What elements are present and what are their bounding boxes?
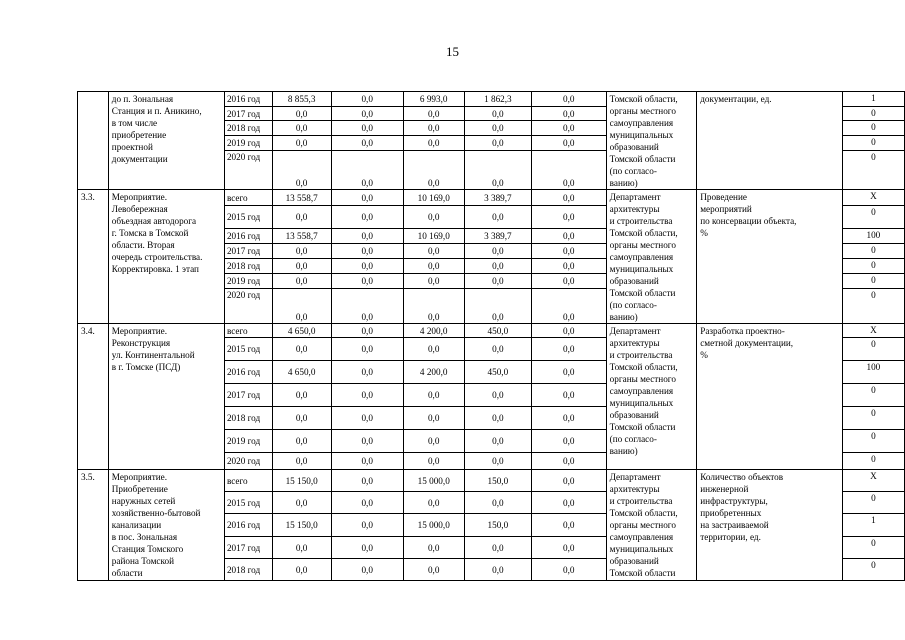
indicator-value: X [842,470,904,492]
amount-cell-fed: 0,0 [331,430,403,453]
amount-cell-fed: 0,0 [331,190,403,206]
amount-cell-total: 0,0 [272,274,331,289]
amount-cell-extra: 0,0 [531,190,606,206]
amount-cell-total: 0,0 [272,244,331,259]
amount-cell-fed: 0,0 [331,384,403,407]
indicator-value: 0 [842,259,904,274]
amount-cell-fed: 0,0 [331,135,403,150]
amount-cell-loc: 0,0 [464,338,531,361]
amount-cell-loc: 0,0 [464,107,531,121]
amount-cell-extra: 0,0 [531,135,606,150]
indicator-cell: документации, ед. [697,92,843,190]
table-row [78,190,905,206]
period-cell: 2019 год [224,135,272,150]
amount-cell-reg: 0,0 [403,274,464,289]
period-cell: 2019 год [224,430,272,453]
amount-cell-reg: 0,0 [403,135,464,150]
indicator-value: X [842,324,904,338]
item-number: 3.4. [78,324,109,470]
amount-cell-total: 0,0 [272,107,331,121]
amount-cell-fed: 0,0 [331,453,403,470]
amount-cell-extra: 0,0 [531,338,606,361]
amount-cell-extra: 0,0 [531,289,606,324]
amount-cell-loc: 0,0 [464,492,531,514]
amount-cell-fed: 0,0 [331,492,403,514]
amount-cell-loc: 0,0 [464,407,531,430]
amount-cell-fed: 0,0 [331,514,403,537]
amount-cell-fed: 0,0 [331,259,403,274]
event-description: Мероприятие. Приобретение наружных сетей хозяйственно-бытовой канализации в пос. Зональная Станция Томского района Томской области [108,470,224,581]
amount-cell-loc: 0,0 [464,537,531,559]
amount-cell-total: 0,0 [272,430,331,453]
amount-cell-fed: 0,0 [331,361,403,384]
period-cell: 2016 год [224,229,272,244]
indicator-value: 100 [842,361,904,384]
period-cell: 2016 год [224,514,272,537]
amount-cell-reg: 4 200,0 [403,324,464,338]
amount-cell-total: 4 650,0 [272,361,331,384]
amount-cell-reg: 0,0 [403,430,464,453]
amount-cell-fed: 0,0 [331,289,403,324]
executor-cell: Томской области, органы местного самоуправления муниципальных образований Томской области (по согласо- ванию) [606,92,697,190]
amount-cell-fed: 0,0 [331,244,403,259]
amount-cell-reg: 15 000,0 [403,514,464,537]
indicator-value: 0 [842,244,904,259]
amount-cell-reg: 0,0 [403,150,464,189]
amount-cell-loc: 0,0 [464,274,531,289]
amount-cell-extra: 0,0 [531,430,606,453]
executor-cell: Департамент архитектуры и строительства Томской области, органы местного самоуправления муниципальных образований Томской области [606,470,697,581]
amount-cell-extra: 0,0 [531,121,606,135]
amount-cell-total: 0,0 [272,259,331,274]
table-row [78,324,905,338]
amount-cell-fed: 0,0 [331,229,403,244]
period-cell: 2017 год [224,537,272,559]
program-table [77,91,905,581]
amount-cell-loc: 0,0 [464,121,531,135]
amount-cell-extra: 0,0 [531,407,606,430]
executor-cell: Департамент архитектуры и строительства Томской области, органы местного самоуправления муниципальных образований Томской области (по согласо- ванию) [606,190,697,324]
amount-cell-extra: 0,0 [531,244,606,259]
amount-cell-reg: 0,0 [403,559,464,581]
amount-cell-fed: 0,0 [331,407,403,430]
amount-cell-reg: 15 000,0 [403,470,464,492]
indicator-value: 0 [842,274,904,289]
amount-cell-reg: 0,0 [403,338,464,361]
period-cell: 2019 год [224,274,272,289]
indicator-value: X [842,190,904,206]
amount-cell-fed: 0,0 [331,121,403,135]
amount-cell-total: 15 150,0 [272,514,331,537]
amount-cell-reg: 0,0 [403,259,464,274]
period-cell: 2018 год [224,121,272,135]
period-cell: 2018 год [224,407,272,430]
indicator-cell: Количество объектов инженерной инфраструктуры, приобретенных на застраиваемой территории, ед. [697,470,843,581]
table-body [78,92,905,581]
indicator-value: 0 [842,407,904,430]
indicator-value: 0 [842,384,904,407]
amount-cell-extra: 0,0 [531,92,606,107]
amount-cell-total: 0,0 [272,150,331,189]
amount-cell-fed: 0,0 [331,338,403,361]
period-cell: 2020 год [224,453,272,470]
indicator-cell: Проведение мероприятий по консервации объекта, % [697,190,843,324]
amount-cell-fed: 0,0 [331,206,403,229]
amount-cell-reg: 4 200,0 [403,361,464,384]
period-cell: всего [224,470,272,492]
indicator-value: 0 [842,559,904,581]
amount-cell-fed: 0,0 [331,92,403,107]
indicator-cell: Разработка проектно- сметной документации, % [697,324,843,470]
indicator-value: 0 [842,492,904,514]
amount-cell-loc: 450,0 [464,324,531,338]
executor-cell: Департамент архитектуры и строительства Томской области, органы местного самоуправления муниципальных образований Томской области (по согласо- ванию) [606,324,697,470]
amount-cell-extra: 0,0 [531,274,606,289]
indicator-value: 0 [842,453,904,470]
indicator-value: 1 [842,92,904,107]
amount-cell-loc: 0,0 [464,259,531,274]
amount-cell-loc: 3 389,7 [464,190,531,206]
amount-cell-reg: 0,0 [403,244,464,259]
amount-cell-reg: 0,0 [403,492,464,514]
period-cell: 2020 год [224,289,272,324]
amount-cell-reg: 0,0 [403,384,464,407]
period-cell: 2015 год [224,492,272,514]
amount-cell-total: 13 558,7 [272,190,331,206]
period-cell: 2016 год [224,92,272,107]
indicator-value: 0 [842,107,904,121]
amount-cell-total: 8 855,3 [272,92,331,107]
item-number: 3.3. [78,190,109,324]
period-cell: 2017 год [224,384,272,407]
amount-cell-total: 13 558,7 [272,229,331,244]
amount-cell-extra: 0,0 [531,453,606,470]
amount-cell-loc: 450,0 [464,361,531,384]
amount-cell-reg: 10 169,0 [403,229,464,244]
event-description: Мероприятие. Левобережная объездная автодорога г. Томска в Томской области. Вторая очередь строительства. Корректировка. 1 этап [108,190,224,324]
amount-cell-total: 15 150,0 [272,470,331,492]
period-cell: 2018 год [224,559,272,581]
amount-cell-loc: 1 862,3 [464,92,531,107]
period-cell: 2017 год [224,107,272,121]
amount-cell-extra: 0,0 [531,470,606,492]
amount-cell-total: 0,0 [272,135,331,150]
indicator-value: 0 [842,537,904,559]
amount-cell-extra: 0,0 [531,492,606,514]
amount-cell-loc: 150,0 [464,514,531,537]
amount-cell-loc: 0,0 [464,289,531,324]
amount-cell-total: 0,0 [272,537,331,559]
amount-cell-total: 0,0 [272,559,331,581]
indicator-value: 0 [842,430,904,453]
amount-cell-extra: 0,0 [531,206,606,229]
amount-cell-loc: 0,0 [464,244,531,259]
amount-cell-extra: 0,0 [531,384,606,407]
item-number [78,92,109,190]
amount-cell-extra: 0,0 [531,514,606,537]
amount-cell-extra: 0,0 [531,324,606,338]
amount-cell-loc: 0,0 [464,430,531,453]
amount-cell-fed: 0,0 [331,324,403,338]
amount-cell-extra: 0,0 [531,259,606,274]
amount-cell-loc: 0,0 [464,559,531,581]
amount-cell-total: 0,0 [272,453,331,470]
amount-cell-total: 0,0 [272,121,331,135]
indicator-value: 0 [842,338,904,361]
period-cell: всего [224,190,272,206]
amount-cell-total: 0,0 [272,206,331,229]
amount-cell-loc: 0,0 [464,135,531,150]
amount-cell-fed: 0,0 [331,559,403,581]
amount-cell-loc: 0,0 [464,206,531,229]
amount-cell-fed: 0,0 [331,470,403,492]
amount-cell-extra: 0,0 [531,537,606,559]
amount-cell-reg: 0,0 [403,206,464,229]
amount-cell-extra: 0,0 [531,150,606,189]
period-cell: 2018 год [224,259,272,274]
period-cell: всего [224,324,272,338]
amount-cell-total: 0,0 [272,289,331,324]
table-row [78,92,905,107]
amount-cell-total: 0,0 [272,338,331,361]
amount-cell-fed: 0,0 [331,107,403,121]
amount-cell-reg: 6 993,0 [403,92,464,107]
indicator-value: 0 [842,121,904,135]
amount-cell-reg: 10 169,0 [403,190,464,206]
indicator-value: 0 [842,135,904,150]
item-number: 3.5. [78,470,109,581]
amount-cell-total: 0,0 [272,407,331,430]
amount-cell-extra: 0,0 [531,559,606,581]
amount-cell-reg: 0,0 [403,453,464,470]
period-cell: 2020 год [224,150,272,189]
amount-cell-total: 0,0 [272,492,331,514]
period-cell: 2016 год [224,361,272,384]
amount-cell-extra: 0,0 [531,361,606,384]
amount-cell-fed: 0,0 [331,150,403,189]
amount-cell-total: 0,0 [272,384,331,407]
page-number: 15 [446,44,459,59]
amount-cell-reg: 0,0 [403,407,464,430]
indicator-value: 0 [842,289,904,324]
period-cell: 2015 год [224,338,272,361]
amount-cell-loc: 0,0 [464,384,531,407]
amount-cell-extra: 0,0 [531,229,606,244]
amount-cell-loc: 0,0 [464,453,531,470]
event-description: до п. Зональная Станция и п. Аникино, в том числе приобретение проектной документации [108,92,224,190]
period-cell: 2017 год [224,244,272,259]
indicator-value: 100 [842,229,904,244]
amount-cell-extra: 0,0 [531,107,606,121]
amount-cell-reg: 0,0 [403,289,464,324]
amount-cell-total: 4 650,0 [272,324,331,338]
event-description: Мероприятие. Реконструкция ул. Континентальной в г. Томске (ПСД) [108,324,224,470]
amount-cell-reg: 0,0 [403,107,464,121]
amount-cell-reg: 0,0 [403,121,464,135]
period-cell: 2015 год [224,206,272,229]
amount-cell-loc: 150,0 [464,470,531,492]
table-row [78,470,905,492]
amount-cell-reg: 0,0 [403,537,464,559]
amount-cell-loc: 0,0 [464,150,531,189]
indicator-value: 0 [842,150,904,189]
amount-cell-fed: 0,0 [331,274,403,289]
amount-cell-loc: 3 389,7 [464,229,531,244]
indicator-value: 0 [842,206,904,229]
indicator-value: 1 [842,514,904,537]
amount-cell-fed: 0,0 [331,537,403,559]
